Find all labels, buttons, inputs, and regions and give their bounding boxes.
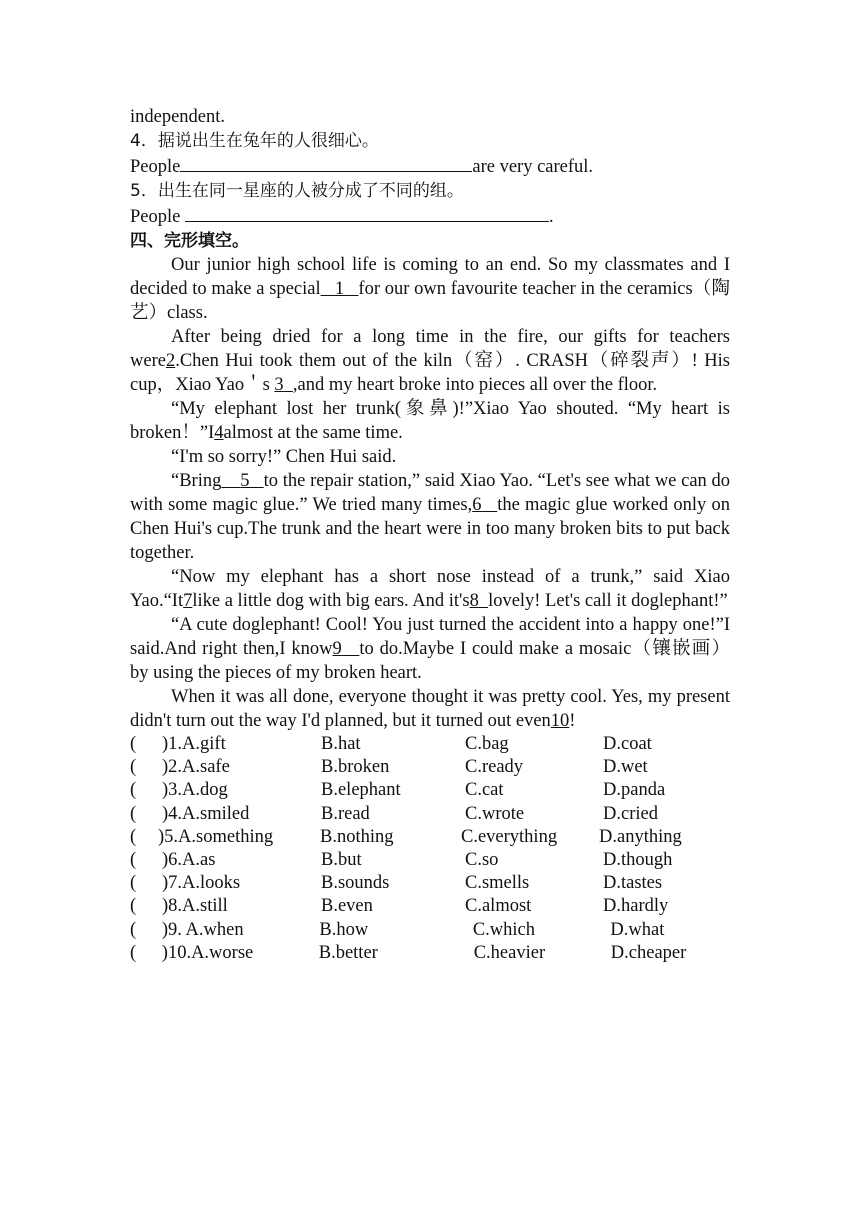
- options-list: [130, 733, 730, 965]
- option-c: C.bag: [465, 734, 509, 754]
- blank-4[interactable]: 4: [214, 423, 224, 443]
- question-row-2[interactable]: ( )2.A.safe B.broken C.ready D.wet: [130, 756, 730, 779]
- passage-paragraph-3: “My elephant lost her trunk(象鼻)!”Xiao Yao shouted. “My heart is broken！”I4almost at the same time.: [130, 399, 730, 443]
- passage-paragraph-7: “A cute doglephant! Cool! You just turned the accident into a happy one!”I said.And right then,I know9 to do.Maybe I could make a mosaic（镶嵌画） by using the pieces of my broken heart.: [130, 615, 730, 683]
- blank-1[interactable]: 1: [334, 279, 345, 299]
- option-b: B.broken: [321, 757, 390, 778]
- option-c: C.cat: [465, 780, 504, 801]
- passage-paragraph-6: “Now my elephant has a short nose instead of a trunk,” said Xiao Yao.“It7like a little dog with big ears. And it's8 lovely! Let's call it doglephant!”: [130, 567, 730, 611]
- option-b: B.hat: [321, 734, 361, 754]
- translation-4-end: are very careful.: [472, 157, 594, 177]
- option-b: B.sounds: [321, 873, 390, 894]
- option-d: D.panda: [603, 780, 666, 801]
- option-b: B.better: [318, 942, 378, 963]
- section-title: 四、完形填空。: [130, 231, 249, 251]
- option-b: B.nothing: [320, 826, 394, 847]
- passage-paragraph-5: “Bring 5 to the repair station,” said Xiao Yao. “Let's see what we can do with some magic glue.” We tried many times,6 the magic glue worked only on Chen Hui's cup.The trunk and the heart were in too many broken bits to put back together.: [130, 471, 731, 563]
- option-c: C.smells: [465, 873, 530, 894]
- blank-7[interactable]: 7: [183, 591, 193, 611]
- blank-10[interactable]: 10: [550, 711, 570, 731]
- translation-4-start: People: [130, 157, 181, 177]
- passage-paragraph-4: “I'm so sorry!” Chen Hui said.: [171, 447, 397, 467]
- option-d: D.coat: [603, 734, 652, 754]
- option-c: C.almost: [465, 896, 532, 917]
- translation-4-line: [130, 153, 730, 179]
- blank-8[interactable]: 8: [469, 591, 479, 611]
- question-row-6[interactable]: ( )6.A.as B.but C.so D.though: [130, 849, 730, 872]
- passage-paragraph-8: When it was all done, everyone thought it was pretty cool. Yes, my present didn't turn out the way I'd planned, but it turned out even10!: [130, 687, 730, 731]
- question-row-1[interactable]: ( )1.A.gift B.hat C.bag D.coat: [130, 733, 730, 756]
- option-c: C.heavier: [473, 942, 546, 963]
- option-b: B.but: [321, 849, 362, 870]
- question-stem: )2.A.safe: [162, 757, 230, 778]
- option-c: C.wrote: [465, 803, 525, 824]
- translation-4-blank[interactable]: [180, 153, 472, 172]
- option-d: D.though: [603, 849, 673, 870]
- translation-4-prompt: 4．据说出生在兔年的人很细心。: [130, 131, 379, 151]
- option-d: D.anything: [599, 826, 682, 847]
- question-stem: )5.A.something: [158, 826, 274, 847]
- option-d: D.hardly: [603, 896, 669, 917]
- question-row-9[interactable]: ( )9. A.when B.how C.which D.what: [130, 919, 730, 942]
- question-row-7[interactable]: ( )7.A.looks B.sounds C.smells D.tastes: [130, 872, 730, 895]
- blank-3[interactable]: 3: [274, 375, 284, 395]
- blank-6[interactable]: 6: [472, 495, 482, 515]
- question-stem: )3.A.dog: [162, 780, 228, 801]
- question-stem: )7.A.looks: [162, 873, 241, 894]
- question-row-4[interactable]: ( )4.A.smiled B.read C.wrote D.cried: [130, 803, 730, 826]
- option-d: D.wet: [603, 757, 648, 778]
- blank-2[interactable]: 2: [165, 351, 176, 371]
- question-stem: )4.A.smiled: [162, 803, 250, 824]
- option-d: D.cheaper: [610, 942, 687, 963]
- question-stem: )6.A.as: [162, 849, 216, 870]
- option-c: C.so: [465, 849, 499, 870]
- question-row-8[interactable]: ( )8.A.still B.even C.almost D.hardly: [130, 895, 730, 918]
- option-d: D.tastes: [603, 873, 663, 894]
- translation-5-end: .: [548, 207, 554, 227]
- option-b: B.read: [321, 803, 370, 824]
- question-stem: )8.A.still: [162, 896, 228, 917]
- translation-5-prompt: 5．出生在同一星座的人被分成了不同的组。: [130, 181, 464, 201]
- option-b: B.elephant: [321, 780, 401, 801]
- option-c: C.which: [472, 919, 536, 940]
- question-stem: )10.A.worse: [161, 942, 254, 963]
- question-row-5[interactable]: ( )5.A.something B.nothing C.everything D.anything: [130, 826, 730, 849]
- translation-5-blank[interactable]: [185, 203, 549, 222]
- question-row-10[interactable]: ( )10.A.worse B.better C.heavier D.cheaper: [130, 942, 730, 965]
- option-b: B.how: [319, 919, 369, 940]
- question-stem: )9. A.when: [161, 919, 244, 940]
- cloze-passage: [130, 253, 730, 733]
- passage-paragraph-2: After being dried for a long time in the fire, our gifts for teachers were2.Chen Hui took them out of the kiln（窑）. CRASH（碎裂声）! His cup，Xiao Yao＇s 3 ,and my heart broke into pieces all over the floor.: [130, 327, 730, 395]
- blank-5[interactable]: 5: [240, 471, 250, 491]
- option-c: C.ready: [465, 757, 524, 778]
- translation-5-line: [130, 203, 730, 229]
- question-stem: )1.A.gift: [162, 734, 226, 754]
- option-d: D.what: [610, 919, 665, 940]
- option-b: B.even: [321, 896, 373, 917]
- option-d: D.cried: [603, 803, 658, 824]
- passage-paragraph-1: Our junior high school life is coming to an end. So my classmates and I decided to make a special 1 for our own favourite teacher in the ceramics（陶艺）class.: [130, 255, 730, 323]
- worksheet-page: [130, 105, 730, 965]
- option-c: C.everything: [461, 826, 558, 847]
- question-row-3[interactable]: ( )3.A.dog B.elephant C.cat D.panda: [130, 779, 730, 802]
- prev-tail-text: independent.: [130, 107, 226, 127]
- translation-5-start: People: [130, 207, 181, 227]
- blank-9[interactable]: 9: [332, 639, 342, 659]
